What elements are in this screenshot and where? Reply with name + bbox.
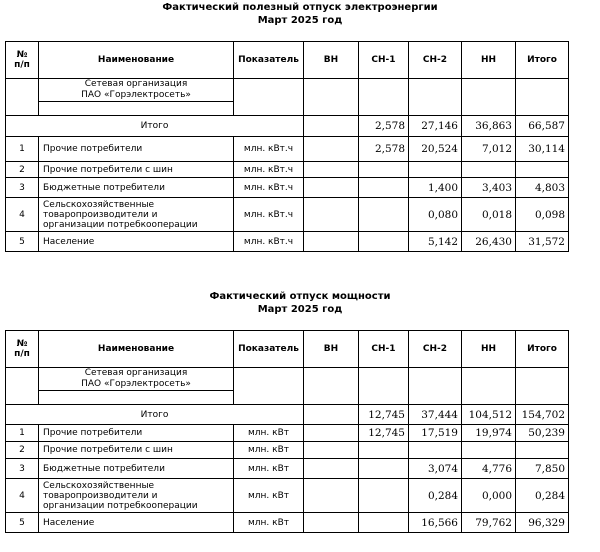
- header-sn2: СН-2: [409, 331, 462, 368]
- header-num: № п/п: [6, 42, 39, 79]
- header-name: Наименование: [39, 42, 234, 79]
- header-sn2: СН-2: [409, 42, 462, 79]
- header-row: [6, 42, 569, 79]
- table-row: 1 Прочие потребители млн. кВт 12,745 17,519 19,974 50,239: [6, 425, 569, 442]
- header-vn: ВН: [304, 42, 359, 79]
- table-row: 5 Население млн. кВт 16,566 79,762 96,329: [6, 513, 569, 533]
- energy-table: [5, 41, 569, 252]
- header-nn: НН: [462, 331, 516, 368]
- table-row: 4 Сельскохозяйственные товаропроизводители и организации потребкооперации млн. кВт.ч 0,080 0,018 0,098: [6, 198, 569, 232]
- total-label: Итого: [6, 116, 304, 137]
- table-row: 4 Сельскохозяйственные товаропроизводители и организации потребкооперации млн. кВт 0,284 0,000 0,284: [6, 479, 569, 513]
- header-sn1: СН-1: [359, 42, 409, 79]
- energy-title-line2: Март 2025 год: [257, 15, 343, 26]
- energy-title: [0, 1, 600, 27]
- org-name: Сетевая организация ПАО «Горэлектросеть»: [39, 368, 234, 391]
- header-total: Итого: [516, 42, 569, 79]
- org-row: [6, 368, 569, 391]
- header-num: № п/п: [6, 331, 39, 368]
- header-vn: ВН: [304, 331, 359, 368]
- table-row: Итого 12,745 37,444 104,512 154,702: [6, 405, 569, 425]
- power-title-line1: Фактический отпуск мощности: [209, 291, 391, 302]
- table-row: Итого 2,578 27,146 36,863 66,587: [6, 116, 569, 137]
- power-table: [5, 330, 569, 533]
- header-sn1: СН-1: [359, 331, 409, 368]
- header-nn: НН: [462, 42, 516, 79]
- header-total: Итого: [516, 331, 569, 368]
- header-name: Наименование: [39, 331, 234, 368]
- power-title-line2: Март 2025 год: [257, 304, 343, 315]
- org-row: [6, 79, 569, 102]
- org-name: Сетевая организация ПАО «Горэлектросеть»: [39, 79, 234, 102]
- table-row: 1 Прочие потребители млн. кВт.ч 2,578 20,524 7,012 30,114: [6, 137, 569, 162]
- table-row: 3 Бюджетные потребители млн. кВт.ч 1,400 3,403 4,803: [6, 178, 569, 198]
- table-row: 5 Население млн. кВт.ч 5,142 26,430 31,572: [6, 232, 569, 252]
- table-row: 2 Прочие потребители с шин млн. кВт.ч: [6, 162, 569, 178]
- header-indicator: Показатель: [234, 331, 304, 368]
- header-row: [6, 331, 569, 368]
- total-label: Итого: [6, 405, 304, 425]
- energy-title-line1: Фактический полезный отпуск электроэнергии: [162, 2, 438, 13]
- table-row: 3 Бюджетные потребители млн. кВт 3,074 4,776 7,850: [6, 459, 569, 479]
- table-row: 2 Прочие потребители с шин млн. кВт: [6, 442, 569, 459]
- header-indicator: Показатель: [234, 42, 304, 79]
- power-title: [0, 290, 600, 316]
